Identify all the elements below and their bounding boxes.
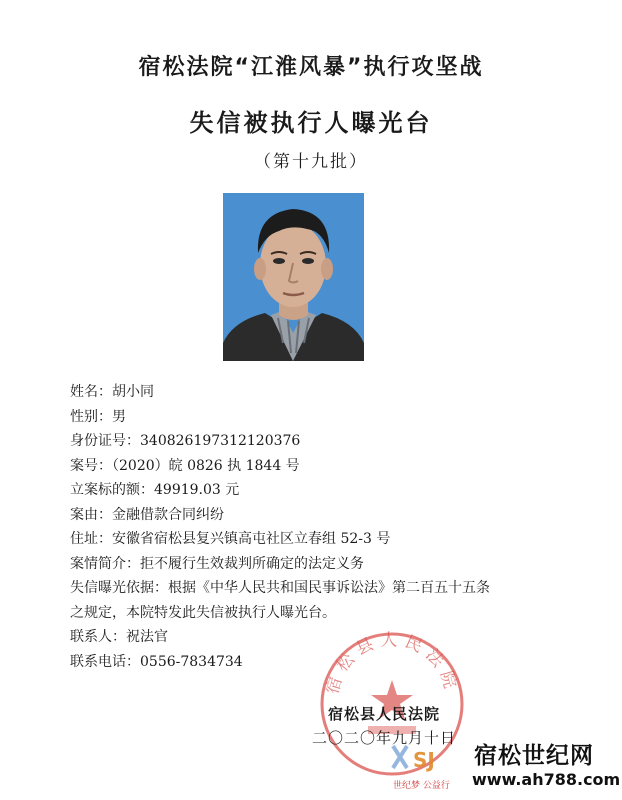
- basis-field: 失信曝光依据：根据《中华人民共和国民事诉讼法》第二百五十五条: [70, 580, 490, 596]
- name-field: 姓名：胡小同: [70, 384, 154, 400]
- batch-label: （第十九批）: [254, 152, 368, 172]
- page-subtitle: 失信被执行人曝光台: [189, 109, 433, 137]
- watermark-slogan: 世纪梦 公益行: [393, 781, 450, 791]
- svg-text:SJ: SJ: [413, 748, 435, 772]
- amount-field: 立案标的额：49919.03 元: [70, 482, 240, 498]
- watermark-logo-icon: [385, 738, 455, 778]
- court-name: 宿松县人民法院: [328, 705, 441, 723]
- id-number-field: 身份证号：340826197312120376: [70, 433, 301, 449]
- basis-field-cont: 之规定，本院特发此失信被执行人曝光台。: [70, 604, 336, 621]
- issue-date: 二〇二〇年九月十日: [312, 729, 457, 747]
- page-title: 宿松法院“江淮风暴”执行攻坚战: [138, 55, 484, 80]
- address-field: 住址：安徽省宿松县复兴镇高屯社区立春组 52-3 号: [70, 531, 391, 547]
- case-number-field: 案号：（2020）皖 0826 执 1844 号: [70, 457, 300, 474]
- summary-field: 案情简介：拒不履行生效裁判所确定的法定义务: [70, 555, 364, 572]
- watermark-url: www.ah788.com: [472, 770, 621, 789]
- phone-field: 联系电话：0556-7834734: [70, 653, 243, 670]
- gender-field: 性别：男: [70, 408, 126, 425]
- cause-field: 案由：金融借款合同纠纷: [70, 506, 224, 523]
- contact-field: 联系人：祝法官: [70, 629, 168, 645]
- svg-text:宿松县人民法院: 宿松县人民法院: [322, 630, 462, 697]
- headshot-photo: [223, 193, 364, 361]
- watermark-brand: 宿松世纪网: [474, 743, 594, 769]
